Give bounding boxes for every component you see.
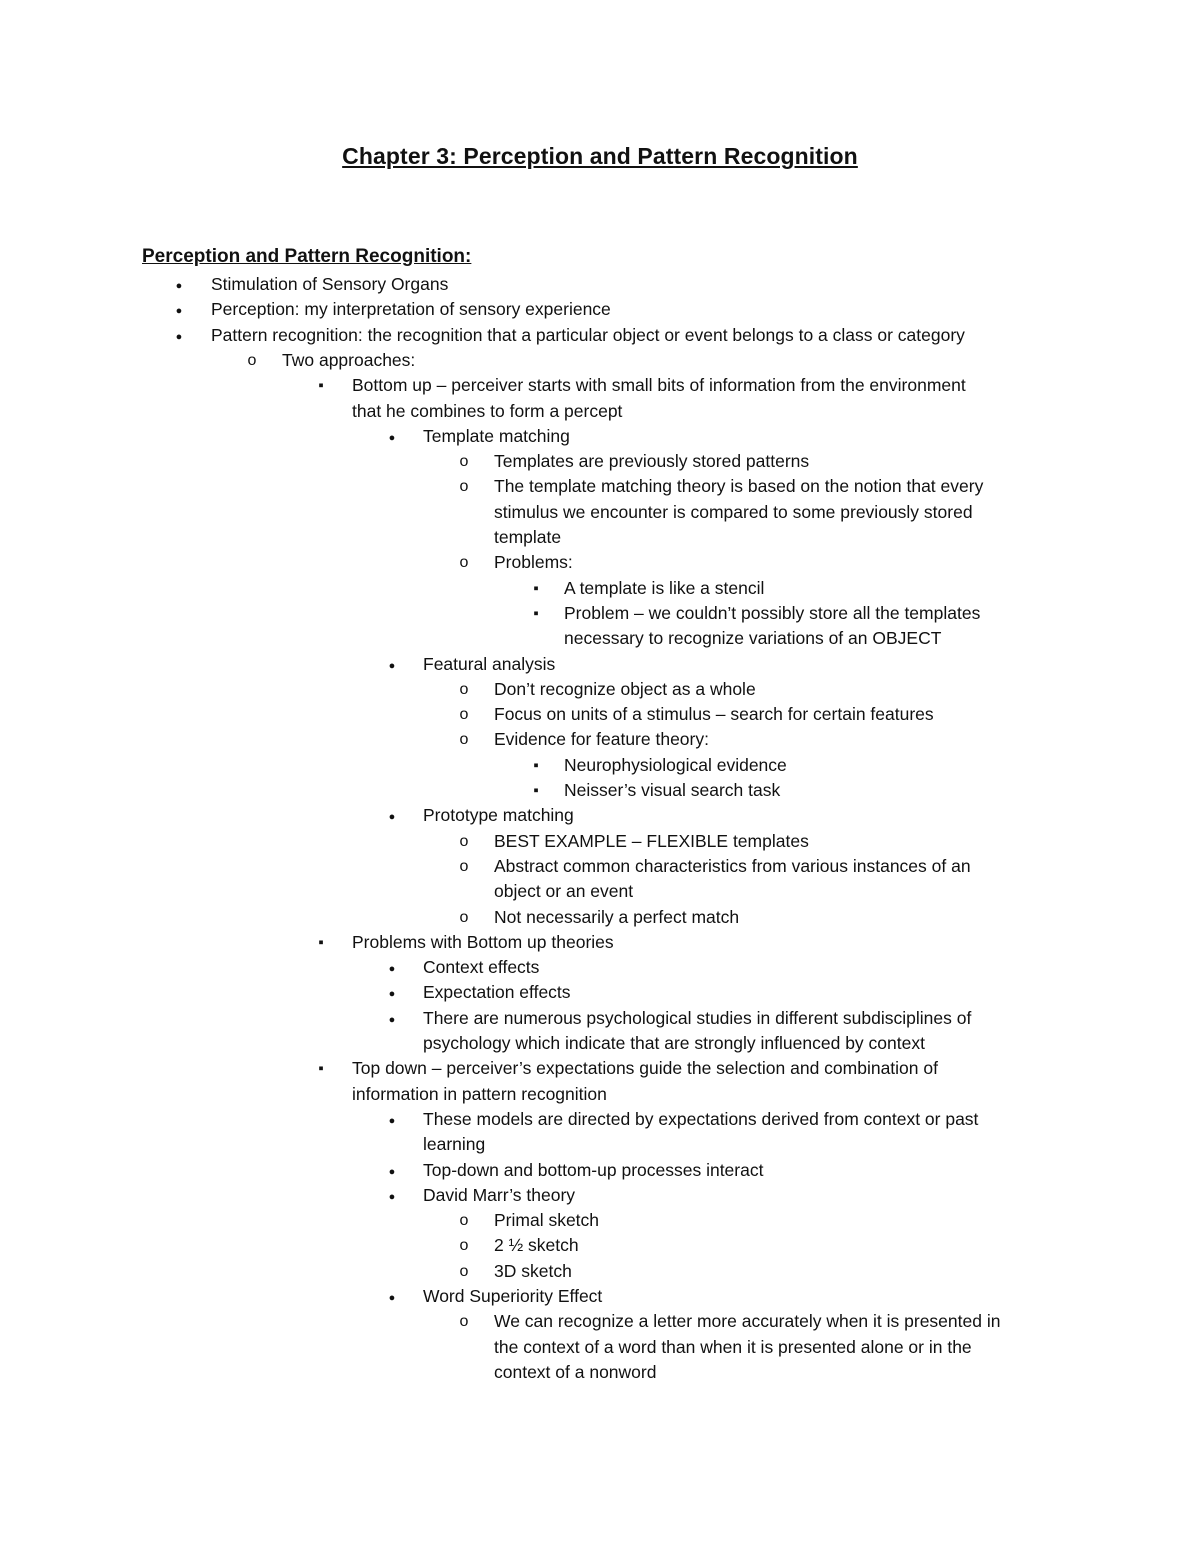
circle-bullet-icon	[455, 727, 473, 752]
outline-item-text: Not necessarily a perfect match	[494, 906, 740, 927]
page-title: Chapter 3: Perception and Pattern Recognition	[342, 143, 858, 169]
outline-item-text: We can recognize a letter more accurately when it is presented in	[494, 1311, 1001, 1332]
circle-bullet-icon	[455, 550, 473, 575]
disc-bullet-icon	[383, 424, 401, 450]
disc-bullet-icon	[383, 1107, 401, 1133]
outline-item-text: Templates are previously stored patterns	[494, 451, 810, 472]
outline-item-text: Template matching	[423, 425, 570, 446]
outline-item-text: Bottom up – perceiver starts with small bits of information from the environment	[352, 375, 966, 396]
disc-bullet-icon	[383, 1284, 401, 1310]
outline-item-text: Top down – perceiver’s expectations guide the selection and combination of	[352, 1058, 938, 1079]
outline-item-text: Stimulation of Sensory Organs	[211, 274, 449, 294]
outline-item-text: 2 ½ sketch	[494, 1235, 579, 1256]
outline-item-text: The template matching theory is based on the notion that every	[494, 476, 984, 497]
square-bullet-icon	[312, 1056, 330, 1081]
square-bullet-icon	[527, 778, 545, 803]
outline-item-text: Two approaches:	[282, 349, 416, 370]
outline-item-text: Problems with Bottom up theories	[352, 931, 614, 952]
outline-item-text: Featural analysis	[423, 653, 556, 674]
outline-item-text: Neurophysiological evidence	[564, 754, 787, 775]
outline-item-text: 3D sketch	[494, 1260, 572, 1281]
outline-item-text: object or an event	[494, 881, 634, 902]
circle-bullet-icon	[243, 348, 261, 373]
circle-bullet-icon	[455, 474, 473, 499]
outline-item-text: Problem – we couldn’t possibly store all the templates	[564, 602, 981, 623]
circle-bullet-icon	[455, 702, 473, 727]
outline-item-text: Perception: my interpretation of sensory experience	[211, 299, 611, 320]
circle-bullet-icon	[455, 1208, 473, 1233]
disc-bullet-icon	[383, 955, 401, 981]
disc-bullet-icon	[383, 1006, 401, 1032]
section-heading: Perception and Pattern Recognition:	[142, 246, 472, 267]
outline-item-text: stimulus we encounter is compared to some previously stored	[494, 501, 973, 522]
outline-item-text: Neisser’s visual search task	[564, 780, 781, 800]
circle-bullet-icon	[455, 449, 473, 474]
circle-bullet-icon	[455, 905, 473, 930]
square-bullet-icon	[312, 930, 330, 955]
outline-item-text: Expectation effects	[423, 982, 571, 1003]
outline-item-text: These models are directed by expectations derived from context or past	[423, 1108, 979, 1129]
outline-item-text: Don’t recognize object as a whole	[494, 678, 756, 699]
outline-item-text: BEST EXAMPLE – FLEXIBLE templates	[494, 830, 809, 851]
outline-item-text: that he combines to form a percept	[352, 400, 623, 421]
outline-item-text: Evidence for feature theory:	[494, 729, 709, 750]
disc-bullet-icon	[170, 272, 188, 298]
circle-bullet-icon	[455, 1259, 473, 1284]
circle-bullet-icon	[455, 677, 473, 702]
circle-bullet-icon	[455, 1233, 473, 1258]
square-bullet-icon	[527, 576, 545, 601]
outline-item-text: the context of a word than when it is presented alone or in the	[494, 1336, 972, 1357]
outline-item-text: A template is like a stencil	[564, 577, 765, 598]
outline-item-text: Focus on units of a stimulus – search for certain features	[494, 704, 934, 725]
circle-bullet-icon	[455, 854, 473, 879]
square-bullet-icon	[527, 601, 545, 626]
disc-bullet-icon	[170, 323, 188, 349]
outline-item-text: context of a nonword	[494, 1361, 657, 1382]
disc-bullet-icon	[383, 980, 401, 1006]
square-bullet-icon	[527, 753, 545, 778]
outline-item-text: Context effects	[423, 957, 540, 978]
outline-item-text: Abstract common characteristics from various instances of an	[494, 855, 971, 876]
outline-item-text: Prototype matching	[423, 805, 574, 826]
disc-bullet-icon	[383, 1158, 401, 1184]
disc-bullet-icon	[383, 652, 401, 678]
circle-bullet-icon	[455, 1309, 473, 1334]
outline-item-text: template	[494, 527, 562, 547]
outline-item-text: Primal sketch	[494, 1210, 600, 1231]
outline-item-text: information in pattern recognition	[352, 1083, 607, 1104]
outline-item-text: Word Superiority Effect	[423, 1286, 603, 1306]
disc-bullet-icon	[383, 803, 401, 829]
outline-item-text: learning	[423, 1134, 486, 1155]
outline-item-text: There are numerous psychological studies in different subdisciplines of	[423, 1007, 972, 1028]
outline-item-text: Pattern recognition: the recognition that a particular object or event belongs to a class or category	[211, 324, 965, 345]
outline-item-text: psychology which indicate that are strongly influenced by context	[423, 1033, 925, 1053]
outline-item-text: necessary to recognize variations of an OBJECT	[564, 628, 942, 649]
disc-bullet-icon	[383, 1183, 401, 1209]
square-bullet-icon	[312, 373, 330, 398]
circle-bullet-icon	[455, 829, 473, 854]
outline-item-text: David Marr’s theory	[423, 1184, 576, 1205]
disc-bullet-icon	[170, 297, 188, 323]
outline-item-text: Problems:	[494, 552, 573, 573]
outline-item-text: Top-down and bottom-up processes interact	[423, 1159, 764, 1180]
